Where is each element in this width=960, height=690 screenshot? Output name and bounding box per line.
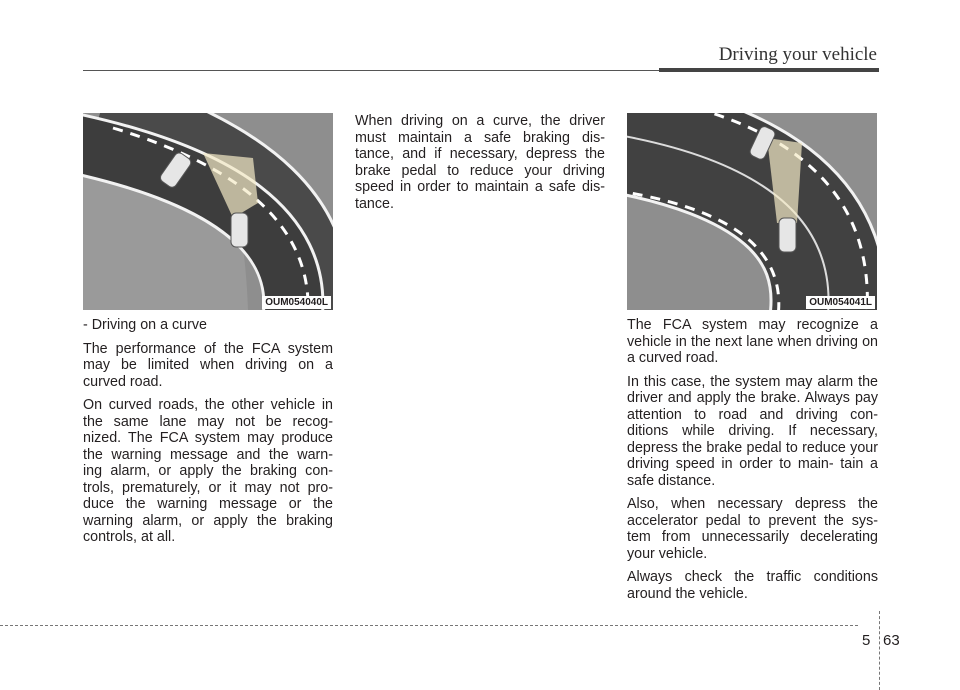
section-title: Driving your vehicle <box>718 44 877 65</box>
header-rule-accent <box>659 68 879 72</box>
right-column <box>627 317 878 609</box>
paragraph: - Driving on a curve <box>83 317 207 333</box>
paragraph: On curved roads, the other vehicle in the same lane may not be recog- nized. The FCA system may produce the warning message and the warn- ing alarm, or apply the braking con- trols, prematurely, or it may not pro- duce the warning message or the warning alarm, or apply the braking controls, at all. <box>83 397 333 545</box>
paragraph: Always check the traffic conditions around the vehicle. <box>627 569 878 602</box>
paragraph: Also, when necessary depress the accelerator pedal to prevent the sys- tem from unnecessarily decelerating your vehicle. <box>627 496 878 562</box>
figure-curve-next-lane-illustration <box>627 113 877 310</box>
figure-code: OUM054040L <box>262 296 331 309</box>
middle-column <box>355 113 605 219</box>
figure-code: OUM054041L <box>806 296 875 309</box>
footer-divider <box>879 611 880 690</box>
figure-curve-same-lane-illustration <box>83 113 333 310</box>
paragraph: The performance of the FCA system may be limited when driving on a curved road. <box>83 340 333 390</box>
footer-rule <box>0 625 858 626</box>
left-column <box>83 317 333 553</box>
paragraph: The FCA system may recognize a vehicle in the next lane when driving on a curved road. <box>627 317 878 366</box>
chapter-number: 5 <box>862 632 871 649</box>
paragraph: When driving on a curve, the driver must maintain a safe braking dis- tance, and if necessary, depress the brake pedal to reduce your driving speed in order to maintain a safe dis- tance. <box>355 113 605 212</box>
paragraph: In this case, the system may alarm the driver and apply the brake. Always pay attention to road and driving con- ditions while driving. If necessary, depress the brake pedal to reduce your driving speed in order to main- tain a safe distance. <box>627 373 878 489</box>
figure-curve-same-lane <box>83 113 333 310</box>
page-number: 63 <box>883 632 900 649</box>
figure-curve-next-lane <box>627 113 877 310</box>
